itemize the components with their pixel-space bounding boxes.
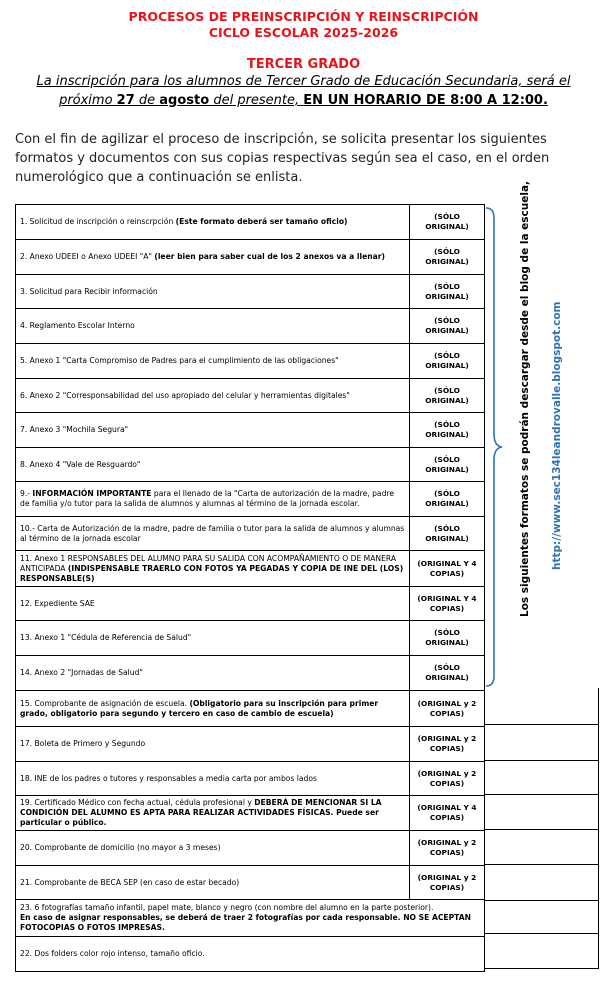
requirement-status: (ORIGINAL y 2 COPIAS) <box>410 727 485 762</box>
requirement-status: (SÓLO ORIGINAL) <box>410 413 485 448</box>
requirement-note: INFORMACIÓN IMPORTANTE <box>32 489 152 498</box>
requirement-text <box>16 727 410 762</box>
requirement-text <box>16 517 410 551</box>
requirement-text <box>16 587 410 621</box>
requirement-text <box>16 796 410 831</box>
requirement-text <box>16 309 410 344</box>
requirement-status: (SÓLO ORIGINAL) <box>410 482 485 517</box>
table-row <box>16 691 485 727</box>
requirement-note: DEBERÁ DE MENCIONAR SI LA CONDICIÓN DEL ALUMNO ES APTA PARA REALIZAR ACTIVIDADES FÍSICAS. Puede ser particular o público. <box>20 798 382 827</box>
table-row <box>16 275 485 309</box>
requirement-label: 5. Anexo 1 "Carta Compromiso de Padres para el cumplimiento de las obligaciones" <box>20 356 339 365</box>
table-row <box>16 517 485 551</box>
requirement-text <box>16 866 410 900</box>
blog-link[interactable]: http://www.sec134leandrovalle.blogspot.com <box>551 301 563 570</box>
requirement-label: 14. Anexo 2 "Jornadas de Salud" <box>20 668 143 677</box>
requirement-text <box>16 621 410 656</box>
requirement-label: 6. Anexo 2 "Corresponsabilidad del uso apropiado del celular y herramientas digitales" <box>20 390 350 400</box>
requirement-status: (SÓLO ORIGINAL) <box>410 448 485 482</box>
requirement-text <box>16 691 410 727</box>
requirement-label: 1. Solicitud de inscripción o reinscrpción <box>20 217 176 226</box>
intro-day: 27 <box>116 93 135 108</box>
table-row <box>16 551 485 587</box>
instructions-paragraph: Con el fin de agilizar el proceso de inscripción, se solicita presentar los siguientes formatos y documentos con sus copias respectivas según sea el caso, en el orden numerológico que a continuación se enlista. <box>15 132 550 185</box>
requirement-status: (ORIGINAL y 2 COPIAS) <box>410 831 485 866</box>
requirements-table <box>15 204 485 972</box>
requirement-note: (INDISPENSABLE TRAERLO CON FOTOS YA PEGADAS Y COPIA DE INE DEL (LOS) RESPONSABLE(S) <box>20 563 404 583</box>
table-row <box>16 656 485 691</box>
requirement-text <box>16 379 410 413</box>
table-row <box>16 240 485 275</box>
intro-month: agosto <box>159 93 210 108</box>
requirement-label: 11. Anexo 1 RESPONSABLES DEL ALUMNO PARA SU SALIDA CON ACOMPAÑAMIENTO O DE MANERA ANTICIPADA <box>20 553 397 573</box>
requirement-text <box>16 413 410 448</box>
requirement-text <box>16 344 410 379</box>
table-row <box>16 344 485 379</box>
requirement-label: 2. Anexo UDEEI o Anexo UDEEI "A" <box>20 252 155 261</box>
intro-line-1 <box>0 72 607 92</box>
requirement-status: (SÓLO ORIGINAL) <box>410 275 485 309</box>
requirement-text <box>16 448 410 482</box>
requirement-text <box>16 656 410 691</box>
intro-line-1-text: La inscripción para los alumnos de Tercer Grado de Educación Secundaria, será el <box>36 74 571 89</box>
intro-de: de <box>134 93 160 108</box>
requirement-note: (leer bien para saber cual de los 2 anexos va a llenar) <box>154 252 386 261</box>
table-row <box>16 796 485 831</box>
table-row <box>16 309 485 344</box>
requirement-status: (SÓLO ORIGINAL) <box>410 656 485 691</box>
table-row <box>16 831 485 866</box>
requirement-label: 13. Anexo 1 "Cédula de Referencia de Salud" <box>20 633 192 642</box>
requirement-label: 8. Anexo 4 "Vale de Resguardo" <box>20 459 141 469</box>
requirement-status: (SÓLO ORIGINAL) <box>410 517 485 551</box>
requirement-label: 19. Certificado Médico con fecha actual, cédula profesional y <box>20 798 255 807</box>
requirement-status: (SÓLO ORIGINAL) <box>410 621 485 656</box>
requirement-text <box>16 551 410 587</box>
requirement-label: 23. 6 fotografías tamaño infantil, papel mate, blanco y negro (con nombre del alumno en la parte posterior). <box>20 903 434 912</box>
table-row <box>16 205 485 240</box>
table-row-photos <box>16 900 485 937</box>
requirement-status: (SÓLO ORIGINAL) <box>410 205 485 240</box>
requirement-text <box>16 205 410 240</box>
requirement-label: 15. Comprobante de asignación de escuela. <box>20 698 190 708</box>
requirement-label: 4. Reglamento Escolar Interno <box>20 321 135 330</box>
header-line-2: CICLO ESCOLAR 2025-2026 <box>208 25 399 40</box>
requirement-status: (SÓLO ORIGINAL) <box>410 344 485 379</box>
requirement-label: 21. Comprobante de BECA SEP (en caso de estar becado) <box>20 877 240 887</box>
requirement-status: (SÓLO ORIGINAL) <box>410 309 485 344</box>
requirement-label: 10.- Carta de Autorización de la madre, padre de familia o tutor para la salida de alumnos y alumnas al término de la jornada escolar <box>20 523 405 543</box>
requirement-label: 7. Anexo 3 "Mochila Segura" <box>20 425 129 434</box>
table-row <box>16 727 485 762</box>
requirement-text <box>16 762 410 796</box>
header-line-1: PROCESOS DE PREINSCRIPCIÓN Y REINSCRIPCIÓN <box>128 9 479 24</box>
requirement-text <box>16 482 410 517</box>
requirement-label: 3. Solicitud para Recibir información <box>20 286 158 296</box>
requirement-status: (SÓLO ORIGINAL) <box>410 240 485 275</box>
requirement-label: 12. Expediente SAE <box>20 598 95 608</box>
intro-mid: del presente, <box>209 93 304 108</box>
table-row <box>16 482 485 517</box>
requirement-status: (ORIGINAL y 2 COPIAS) <box>410 762 485 796</box>
table-row <box>16 621 485 656</box>
requirement-label: 18. INE de los padres o tutores y responsables a media carta por ambos lados <box>20 773 317 783</box>
table-row <box>16 379 485 413</box>
table-row <box>16 866 485 900</box>
requirement-text <box>16 900 485 937</box>
side-empty-cells <box>485 688 599 969</box>
requirement-detail: para el llenado de la "Carta de autorización de la madre, padre de familia y/o tutor para la salida de alumnos y alumnas al término de la jornada escolar. <box>20 489 395 508</box>
requirement-text: 22. Dos folders color rojo intenso, tamaño oficio. <box>16 937 485 972</box>
requirement-label: 9.- <box>20 489 33 498</box>
intro-pre: próximo <box>59 93 117 108</box>
requirement-label: 17. Boleta de Primero y Segundo <box>20 739 146 748</box>
right-brace-icon <box>484 206 504 688</box>
requirement-label: 20. Comprobante de domicilio (no mayor a 3 meses) <box>20 843 221 852</box>
table-row-folders <box>16 937 485 972</box>
intro-line-2 <box>0 91 607 111</box>
table-row <box>16 448 485 482</box>
intro-schedule: EN UN HORARIO DE 8:00 A 12:00. <box>303 93 548 108</box>
requirement-status: (ORIGINAL y 2 COPIAS) <box>410 866 485 900</box>
download-note: Los siguientes formatos se podrán descargar desde el blog de la escuela, <box>519 180 531 617</box>
requirement-status: (SÓLO ORIGINAL) <box>410 379 485 413</box>
requirement-status: (ORIGINAL Y 4 COPIAS) <box>410 587 485 621</box>
table-row <box>16 413 485 448</box>
requirement-text <box>16 240 410 275</box>
table-row <box>16 587 485 621</box>
grade-title: TERCER GRADO <box>246 57 361 72</box>
requirement-text <box>16 831 410 866</box>
requirement-status: (ORIGINAL Y 4 COPIAS) <box>410 796 485 831</box>
requirement-note: En caso de asignar responsables, se deberá de traer 2 fotografías por cada responsable. NO SE ACEPTAN FOTOCOPIAS O FOTOS IMPRESAS. <box>20 913 471 932</box>
requirement-status: (ORIGINAL y 2 COPIAS) <box>410 691 485 727</box>
requirement-note: (Obligatorio para su inscripción para primer grado, obligatorio para segundo y tercero en caso de cambio de escuela) <box>20 698 379 718</box>
requirement-status: (ORIGINAL Y 4 COPIAS) <box>410 551 485 587</box>
requirement-note: (Este formato deberá ser tamaño oficio) <box>175 217 348 226</box>
table-row <box>16 762 485 796</box>
requirement-text <box>16 275 410 309</box>
